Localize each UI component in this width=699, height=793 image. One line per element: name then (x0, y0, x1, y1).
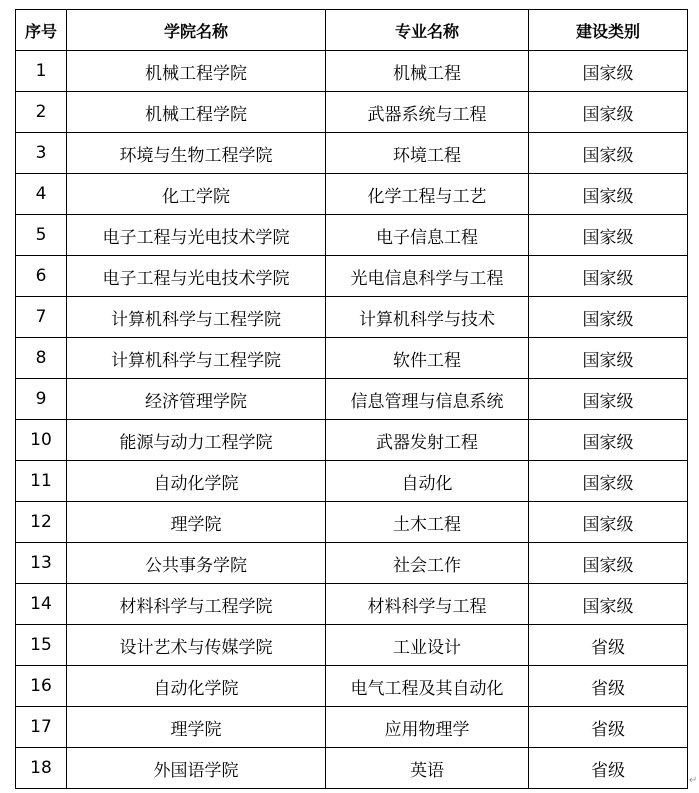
cell-major: 土木工程 (326, 502, 529, 543)
cell-major: 自动化 (326, 461, 529, 502)
cell-college: 能源与动力工程学院 (67, 420, 326, 461)
header-index: 序号 (16, 10, 67, 51)
cell-major: 武器发射工程 (326, 420, 529, 461)
cell-category: 国家级 (529, 92, 688, 133)
table-row (16, 584, 688, 625)
cell-college: 自动化学院 (67, 461, 326, 502)
cell-index: 2 (16, 92, 67, 133)
cell-college: 材料科学与工程学院 (67, 584, 326, 625)
cell-index: 12 (16, 502, 67, 543)
cell-college: 化工学院 (67, 174, 326, 215)
cell-category: 省级 (529, 666, 688, 707)
cell-category: 国家级 (529, 502, 688, 543)
table-row (16, 748, 688, 789)
cell-index: 9 (16, 379, 67, 420)
table-row (16, 297, 688, 338)
cell-category: 国家级 (529, 174, 688, 215)
cell-major: 环境工程 (326, 133, 529, 174)
cell-category: 国家级 (529, 420, 688, 461)
cell-major: 材料科学与工程 (326, 584, 529, 625)
cell-index: 8 (16, 338, 67, 379)
cell-college: 电子工程与光电技术学院 (67, 215, 326, 256)
cell-major: 应用物理学 (326, 707, 529, 748)
cell-college: 经济管理学院 (67, 379, 326, 420)
table-row (16, 707, 688, 748)
cell-category: 省级 (529, 707, 688, 748)
cell-category: 国家级 (529, 215, 688, 256)
cell-category: 省级 (529, 748, 688, 789)
cell-index: 11 (16, 461, 67, 502)
cell-index: 6 (16, 256, 67, 297)
cell-index: 7 (16, 297, 67, 338)
cell-index: 18 (16, 748, 67, 789)
cell-college: 电子工程与光电技术学院 (67, 256, 326, 297)
table-row (16, 461, 688, 502)
cell-college: 计算机科学与工程学院 (67, 297, 326, 338)
table-header-row (16, 10, 688, 51)
cell-category: 国家级 (529, 338, 688, 379)
table-row (16, 133, 688, 174)
cell-college: 机械工程学院 (67, 51, 326, 92)
cell-category: 国家级 (529, 584, 688, 625)
cell-college: 设计艺术与传媒学院 (67, 625, 326, 666)
header-category: 建设类别 (529, 10, 688, 51)
header-major: 专业名称 (326, 10, 529, 51)
cell-college: 计算机科学与工程学院 (67, 338, 326, 379)
majors-table (15, 9, 688, 789)
cell-index: 4 (16, 174, 67, 215)
cell-college: 环境与生物工程学院 (67, 133, 326, 174)
cell-major: 工业设计 (326, 625, 529, 666)
cell-college: 公共事务学院 (67, 543, 326, 584)
cell-major: 电气工程及其自动化 (326, 666, 529, 707)
table-row (16, 338, 688, 379)
cell-category: 国家级 (529, 379, 688, 420)
cell-major: 电子信息工程 (326, 215, 529, 256)
cell-category: 国家级 (529, 461, 688, 502)
cell-index: 1 (16, 51, 67, 92)
cell-major: 信息管理与信息系统 (326, 379, 529, 420)
cell-college: 理学院 (67, 707, 326, 748)
cell-college: 外国语学院 (67, 748, 326, 789)
cell-category: 国家级 (529, 51, 688, 92)
cell-major: 社会工作 (326, 543, 529, 584)
return-arrow-icon: ↵ (689, 775, 698, 786)
cell-category: 省级 (529, 625, 688, 666)
cell-category: 国家级 (529, 543, 688, 584)
cell-major: 计算机科学与技术 (326, 297, 529, 338)
cell-category: 国家级 (529, 256, 688, 297)
cell-major: 化学工程与工艺 (326, 174, 529, 215)
table-row (16, 51, 688, 92)
table-row (16, 420, 688, 461)
cell-major: 软件工程 (326, 338, 529, 379)
cell-index: 17 (16, 707, 67, 748)
cell-major: 武器系统与工程 (326, 92, 529, 133)
cell-college: 理学院 (67, 502, 326, 543)
cell-index: 5 (16, 215, 67, 256)
cell-index: 15 (16, 625, 67, 666)
table-row (16, 256, 688, 297)
table-row (16, 92, 688, 133)
cell-index: 16 (16, 666, 67, 707)
table-row (16, 666, 688, 707)
cell-category: 国家级 (529, 133, 688, 174)
cell-major: 光电信息科学与工程 (326, 256, 529, 297)
header-college: 学院名称 (67, 10, 326, 51)
table-body (16, 51, 688, 789)
cell-category: 国家级 (529, 297, 688, 338)
table-row (16, 625, 688, 666)
table-row (16, 215, 688, 256)
cell-major: 英语 (326, 748, 529, 789)
table-row (16, 543, 688, 584)
cell-college: 自动化学院 (67, 666, 326, 707)
cell-college: 机械工程学院 (67, 92, 326, 133)
table-row (16, 379, 688, 420)
table-row (16, 502, 688, 543)
table-row (16, 174, 688, 215)
cell-index: 14 (16, 584, 67, 625)
cell-major: 机械工程 (326, 51, 529, 92)
cell-index: 10 (16, 420, 67, 461)
cell-index: 13 (16, 543, 67, 584)
cell-index: 3 (16, 133, 67, 174)
